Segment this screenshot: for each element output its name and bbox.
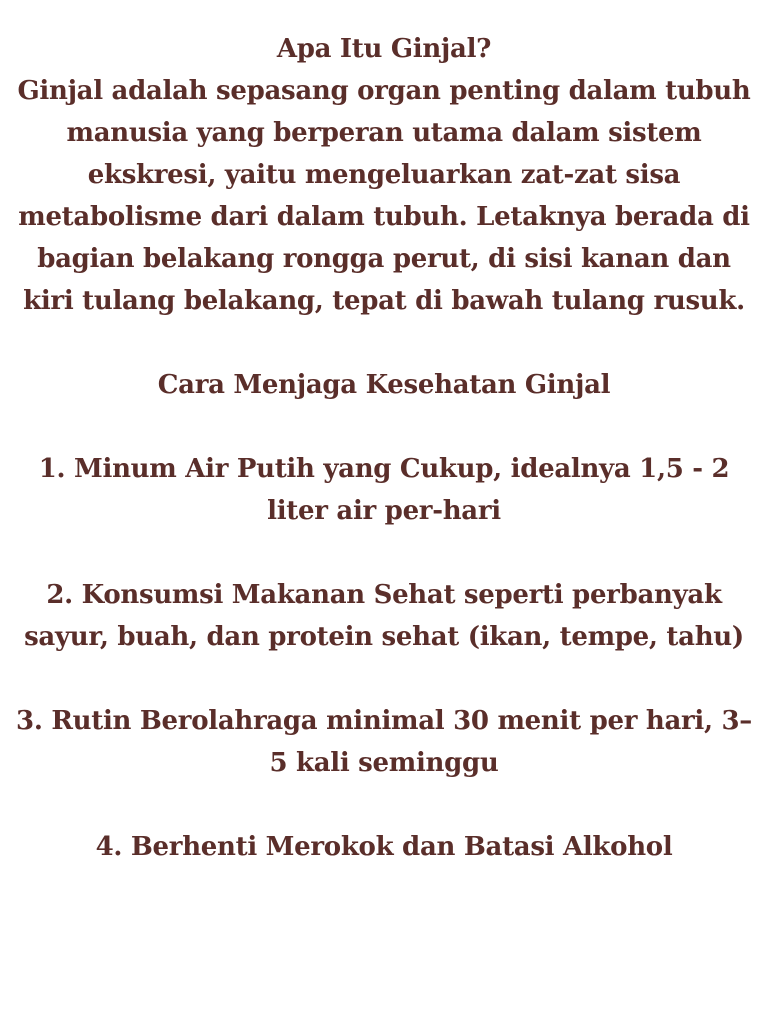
- tip-item-1: 1. Minum Air Putih yang Cukup, idealnya 1,5 - 2 liter air per-hari: [38, 454, 730, 526]
- intro-body: Ginjal adalah sepasang organ penting dalam tubuh manusia yang berperan utama dalam sistem ekskresi, yaitu mengeluarkan zat-zat sisa metabolisme dari dalam tubuh. Letaknya berada di bagian belakang rongga perut, di sisi kanan dan kiri tulang belakang, tepat di bawah tulang rusuk.: [17, 76, 751, 316]
- spacer: [10, 658, 758, 700]
- spacer: [10, 322, 758, 364]
- intro-title: Apa Itu Ginjal?: [276, 34, 492, 64]
- tip-item-2: 2. Konsumsi Makanan Sehat seperti perbanyak sayur, buah, dan protein sehat (ikan, tempe, tahu): [24, 580, 744, 652]
- spacer: [10, 784, 758, 826]
- spacer: [10, 532, 758, 574]
- tip-item-3: 3. Rutin Berolahraga minimal 30 menit per hari, 3–5 kali seminggu: [16, 706, 752, 778]
- tip-item-4: 4. Berhenti Merokok dan Batasi Alkohol: [95, 832, 673, 862]
- spacer: [10, 406, 758, 448]
- tips-heading: Cara Menjaga Kesehatan Ginjal: [157, 370, 611, 400]
